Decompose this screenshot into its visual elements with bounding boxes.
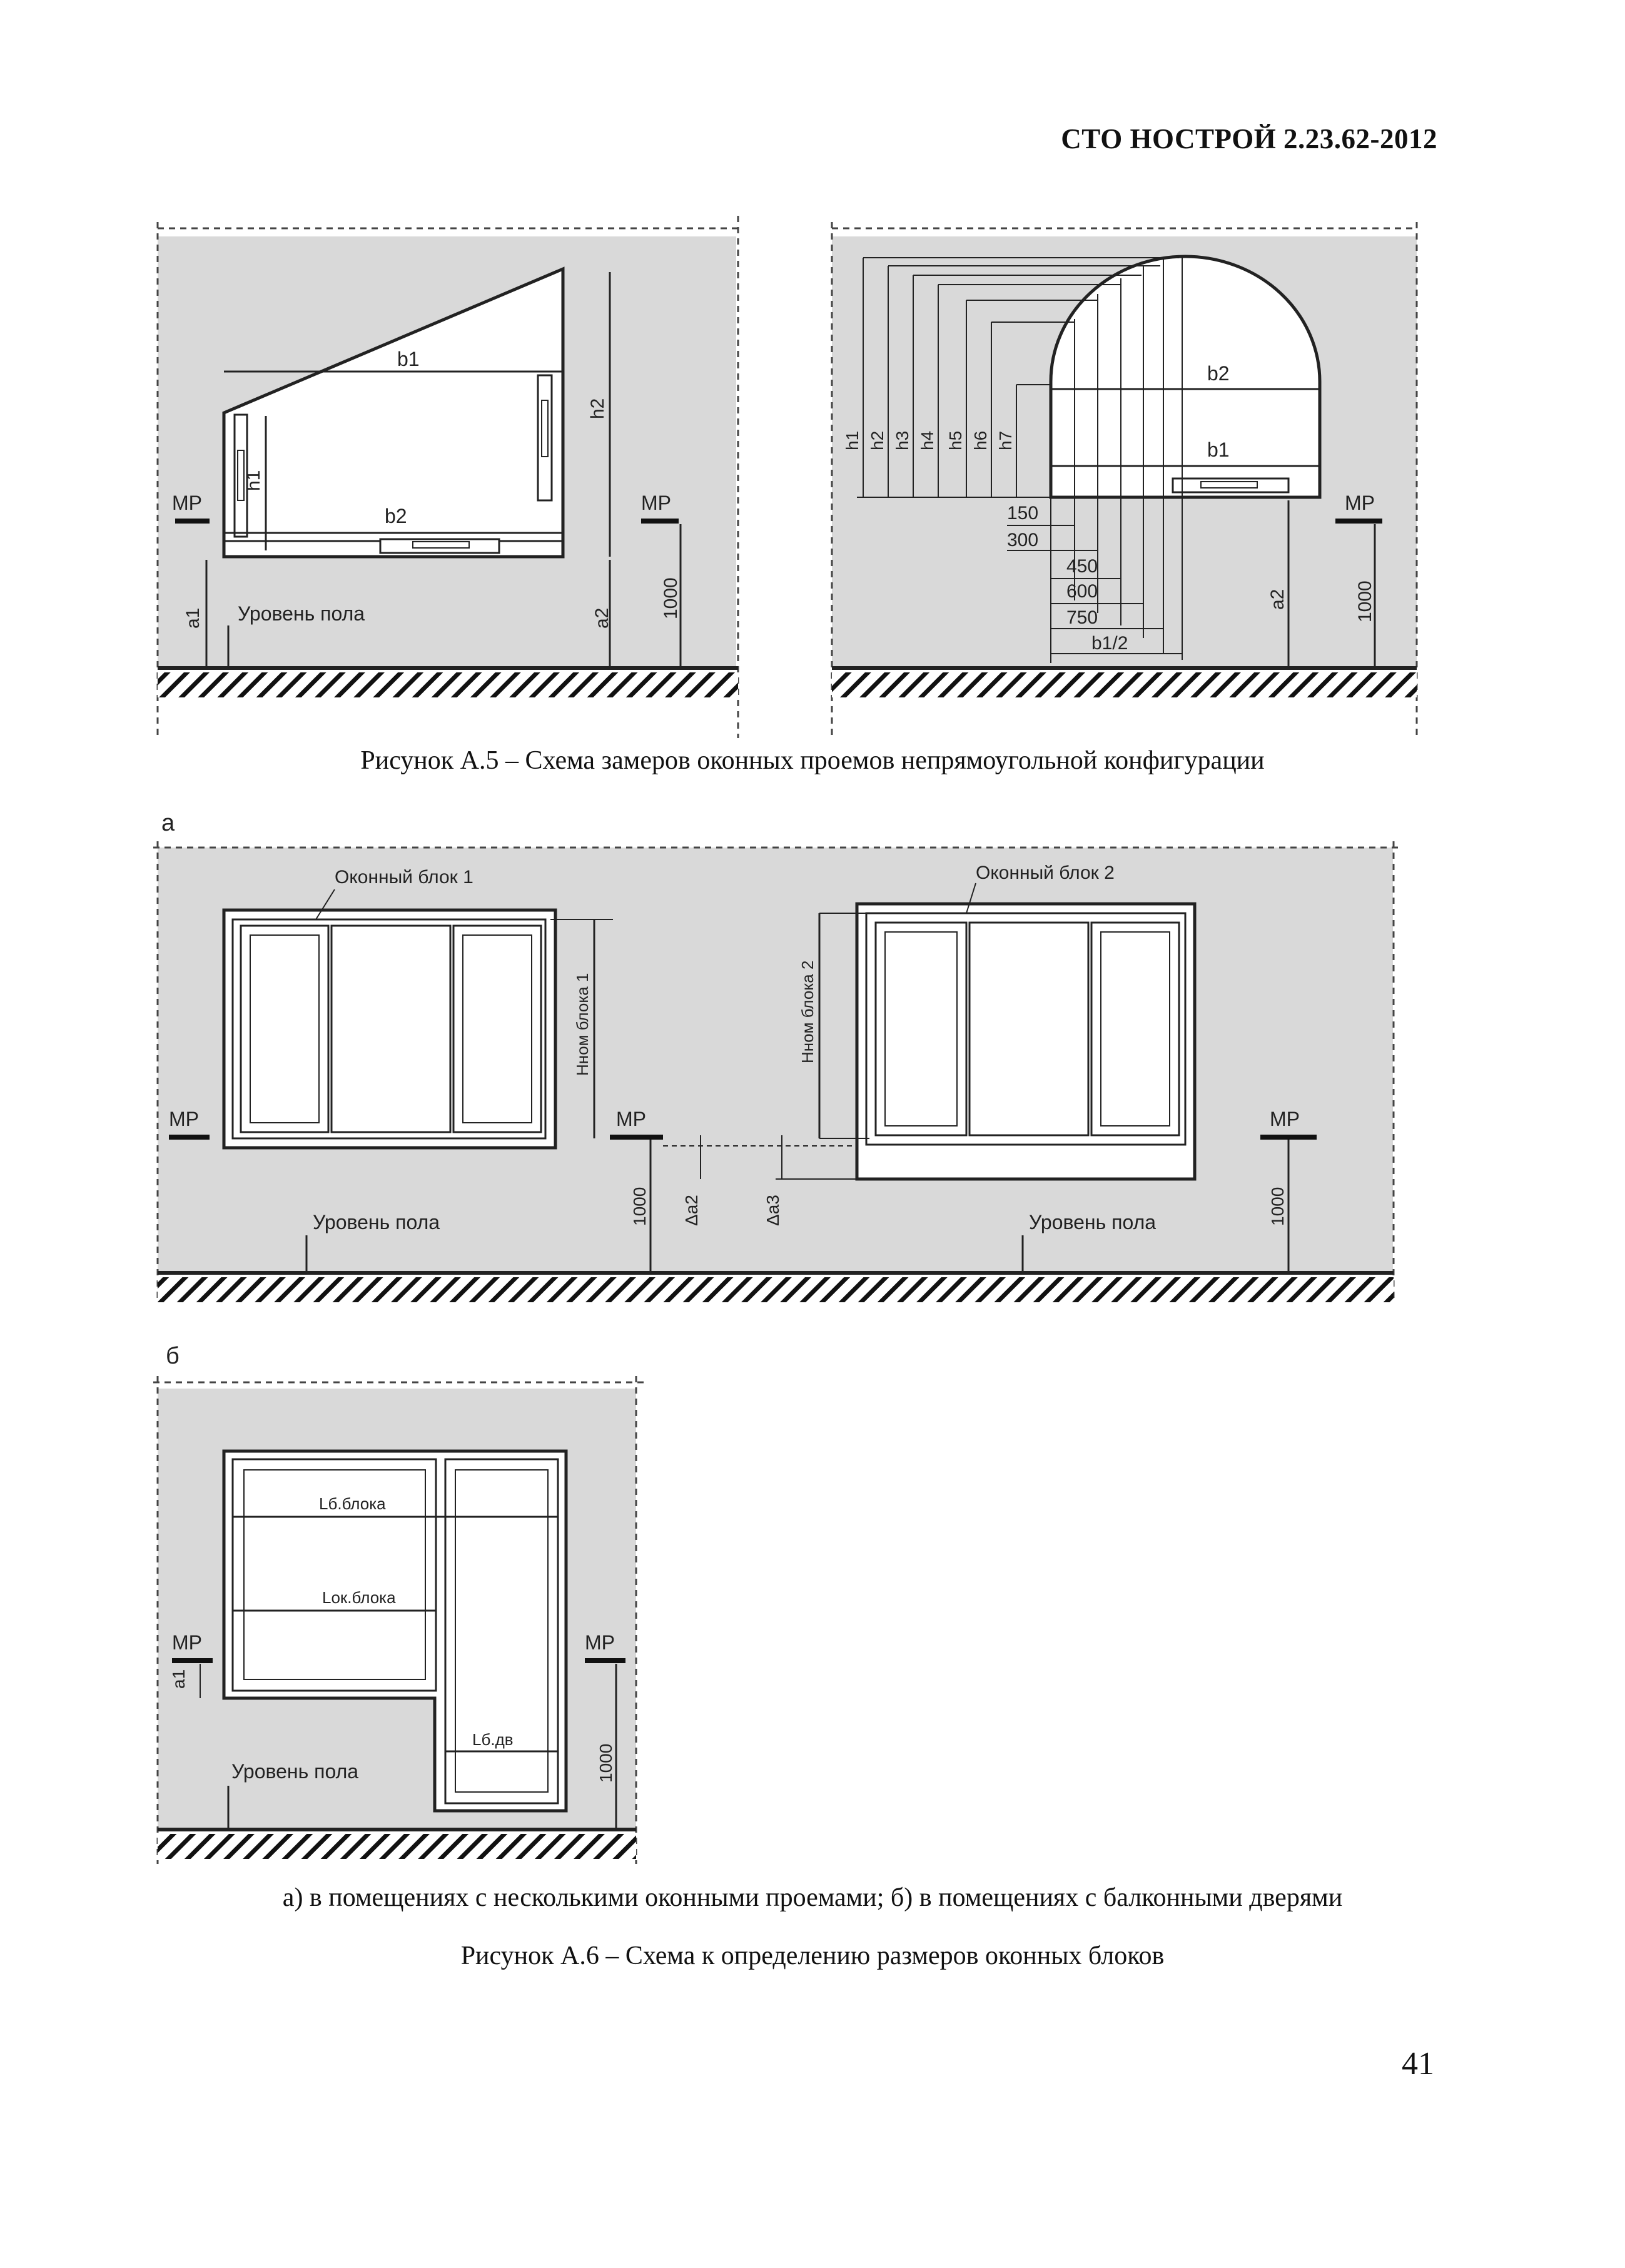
a6-window-block-2 bbox=[857, 904, 1195, 1179]
a6-b-floor: Уровень пола bbox=[231, 1760, 359, 1783]
a5-right-dim-300: 300 bbox=[1007, 530, 1039, 550]
a5-left-floor-label: Уровень пола bbox=[238, 602, 365, 625]
a5-left-panel bbox=[158, 216, 738, 738]
a5-right-dim-b1-half: b1/2 bbox=[1091, 633, 1128, 654]
a6-l-b-bloka: Lб.блока bbox=[319, 1494, 386, 1513]
a5-left-a1: a1 bbox=[183, 607, 203, 629]
a6-l-ok-bloka: Lок.блока bbox=[322, 1588, 396, 1607]
a5-right-b2: b2 bbox=[1207, 362, 1230, 385]
a6-da3: Δa3 bbox=[763, 1195, 782, 1226]
a5-right-h2: h2 bbox=[868, 430, 887, 450]
a5-right-dim-600: 600 bbox=[1066, 581, 1098, 602]
a5-right-dim-450: 450 bbox=[1066, 556, 1098, 577]
a6-b-panel bbox=[153, 1343, 644, 1864]
a5-right-h4: h4 bbox=[918, 430, 937, 450]
a5-right-b1: b1 bbox=[1207, 438, 1230, 461]
a5-right-dim-750: 750 bbox=[1066, 607, 1098, 628]
a6-a-label: а bbox=[161, 810, 175, 836]
a6-b-label: б bbox=[166, 1343, 180, 1369]
a6-a-mp-right: МР bbox=[1270, 1108, 1300, 1130]
a6-b-mp-left: МР bbox=[172, 1631, 202, 1654]
a6-b-a1: a1 bbox=[169, 1669, 188, 1689]
figure-a5-caption: Рисунок А.5 – Схема замеров оконных проемов непрямоугольной конфигурации bbox=[360, 746, 1265, 775]
a6-da2: Δa2 bbox=[682, 1195, 701, 1226]
a6-b-floor-hatch bbox=[158, 1834, 636, 1859]
a5-right-h6: h6 bbox=[971, 430, 990, 450]
a6-a-mp-left: МР bbox=[169, 1108, 199, 1130]
a5-left-h2: h2 bbox=[587, 398, 608, 419]
a5-right-dim-150: 150 bbox=[1007, 503, 1039, 524]
a6-block1-label: Оконный блок 1 bbox=[335, 867, 473, 888]
a5-left-b2: b2 bbox=[385, 505, 407, 527]
a5-right-h7: h7 bbox=[996, 430, 1015, 450]
document-code-header: СТО НОСТРОЙ 2.23.62-2012 bbox=[1061, 123, 1437, 154]
a6-b-1000: 1000 bbox=[596, 1743, 615, 1783]
a5-left-floor-hatch bbox=[158, 672, 738, 697]
a5-right-floor-hatch bbox=[832, 672, 1417, 697]
a6-a-mp-center: МР bbox=[616, 1108, 646, 1130]
a5-right-mp: МР bbox=[1345, 492, 1375, 514]
a6-a-1000-center: 1000 bbox=[630, 1187, 649, 1226]
figure-a6-caption: Рисунок А.6 – Схема к определению размеров оконных блоков bbox=[460, 1941, 1165, 1970]
a6-a-1000-right: 1000 bbox=[1268, 1187, 1287, 1226]
page-number: 41 bbox=[1402, 2046, 1434, 2082]
a5-right-h5: h5 bbox=[946, 430, 965, 450]
a6-hnom1: Нном блока 1 bbox=[573, 973, 592, 1076]
a5-left-b1: b1 bbox=[397, 348, 420, 370]
a5-right-1000: 1000 bbox=[1355, 580, 1375, 622]
a5-right-h3: h3 bbox=[893, 430, 912, 450]
a5-left-a2: a2 bbox=[592, 607, 612, 629]
a5-left-mp-left: МР bbox=[172, 492, 202, 514]
a6-a-floor-left: Уровень пола bbox=[313, 1211, 440, 1233]
a6-l-b-dv: Lб.дв bbox=[472, 1730, 514, 1749]
a5-left-h1: h1 bbox=[243, 470, 264, 491]
a6-b-mp-right: МР bbox=[585, 1631, 615, 1654]
a6-block2-label: Оконный блок 2 bbox=[976, 863, 1115, 883]
a6-a-panel bbox=[153, 810, 1401, 1302]
a5-left-mp-right: МР bbox=[641, 492, 671, 514]
a6-a-floor-right: Уровень пола bbox=[1029, 1211, 1157, 1233]
a5-left-1000: 1000 bbox=[661, 577, 681, 619]
a6-window-block-1 bbox=[224, 910, 555, 1148]
a5-right-opening bbox=[1051, 256, 1320, 497]
a5-right-panel bbox=[832, 222, 1417, 738]
a5-right-a2: a2 bbox=[1267, 589, 1288, 610]
a6-hnom2: Нном блока 2 bbox=[798, 960, 817, 1063]
figure-a6-subcaption: а) в помещениях с несколькими оконными проемами; б) в помещениях с балконными дверями bbox=[282, 1883, 1343, 1912]
a6-a-floor-hatch bbox=[158, 1277, 1394, 1302]
a5-right-h1: h1 bbox=[843, 430, 862, 450]
